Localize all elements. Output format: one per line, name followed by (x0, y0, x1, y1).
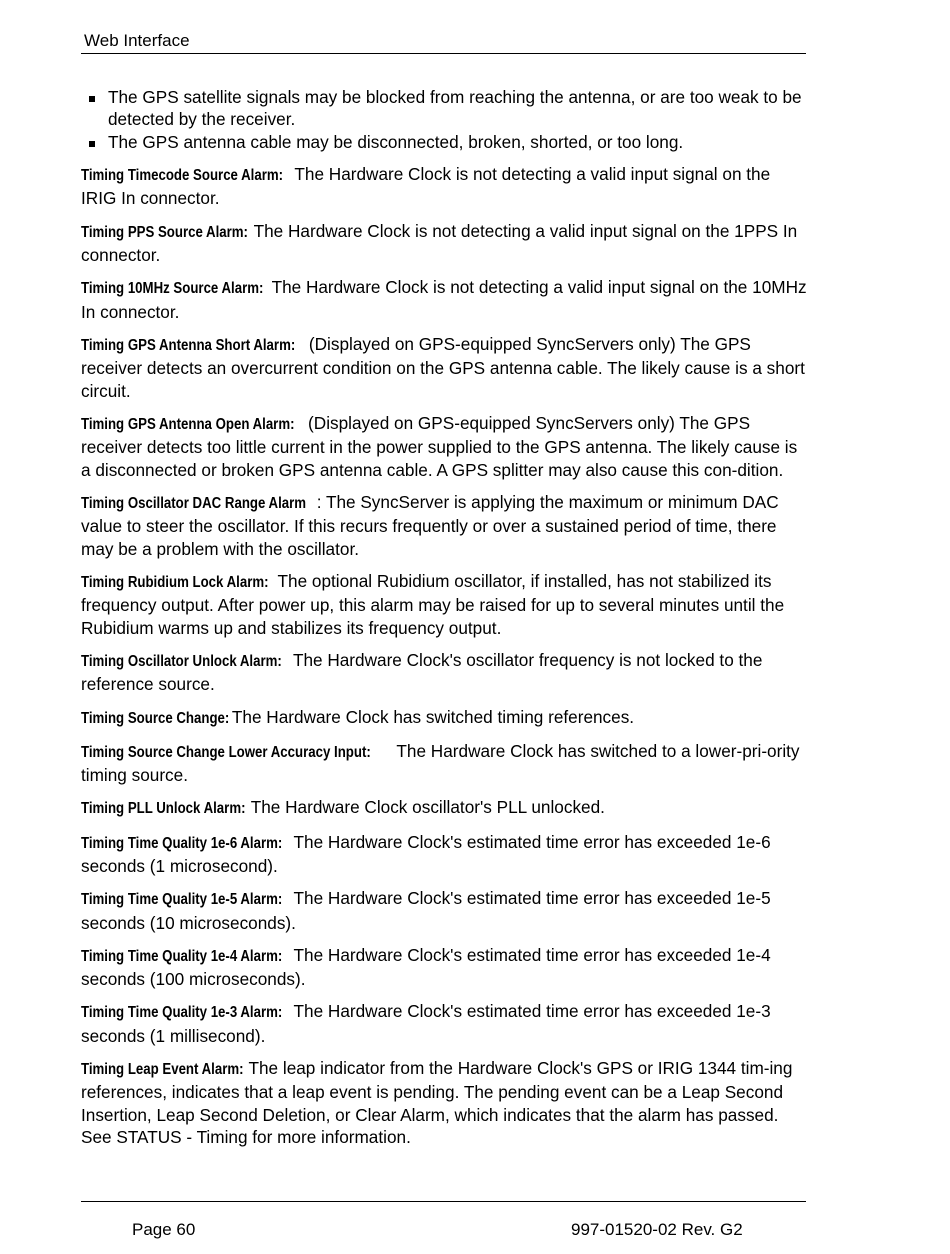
alarm-description: The Hardware Clock oscillator's PLL unlocked. (246, 797, 605, 818)
square-bullet-icon (89, 141, 95, 147)
alarm-description: : The SyncServer is applying the maximum or minimum DAC value to steer the oscillator. If this recurs frequently or over a sustained period of time, there may be a problem with the oscillator. (81, 491, 779, 559)
square-bullet-icon (89, 96, 95, 102)
list-item (81, 86, 809, 131)
alarm-term: Timing Leap Event Alarm: (81, 1060, 244, 1078)
alarm-description: (Displayed on GPS-equipped SyncServers only) The GPS receiver detects an overcurrent condition on the GPS antenna cable. The likely cause is a short circuit. (81, 333, 805, 401)
alarm-description: The Hardware Clock is not detecting a valid input signal on the 1PPS In connector. (81, 220, 798, 266)
alarm-entry-leap-event (81, 1057, 809, 1149)
alarm-description: The Hardware Clock's estimated time error has exceeded 1e-6 seconds (1 microsecond). (81, 831, 771, 876)
alarm-term: Timing Timecode Source Alarm: (81, 167, 284, 185)
cause-list (81, 86, 809, 153)
alarm-entry-time-quality-1e-4 (81, 944, 809, 991)
list-item (81, 131, 809, 153)
alarm-entry-time-quality-1e-6 (81, 831, 809, 878)
header-title: Web Interface (84, 31, 190, 50)
header-divider (81, 53, 806, 54)
alarm-description: (Displayed on GPS-equipped SyncServers only) The GPS receiver detects too little current in the power supplied to the GPS antenna. The likely cause is a disconnected or broken GPS antenna cable. A GPS splitter may also cause this con-dition. (81, 412, 798, 480)
alarm-term: Timing GPS Antenna Short Alarm: (81, 336, 296, 354)
document-number: 997-01520-02 Rev. G2 (571, 1220, 743, 1239)
alarm-entry-time-quality-1e-5 (81, 887, 809, 934)
alarm-description: The Hardware Clock is not detecting a valid input signal on the IRIG In connector. (81, 164, 771, 209)
alarm-description: The Hardware Clock's estimated time error has exceeded 1e-5 seconds (10 microseconds). (81, 888, 771, 933)
alarm-description: The Hardware Clock's estimated time error has exceeded 1e-4 seconds (100 microseconds). (81, 944, 771, 990)
alarm-term: Timing Oscillator Unlock Alarm: (81, 652, 282, 670)
alarm-entry-source-change-lower-accuracy (81, 740, 809, 787)
list-item-text: The GPS antenna cable may be disconnected, broken, shorted, or too long. (108, 131, 684, 152)
alarm-entry-gps-antenna-short (81, 333, 809, 402)
list-item-text: The GPS satellite signals may be blocked from reaching the antenna, or are too weak to be detected by the receiver. (108, 87, 802, 130)
alarm-term: Timing Oscillator DAC Range Alarm (81, 494, 307, 512)
page-content (81, 86, 809, 1149)
alarm-description: The Hardware Clock has switched timing references. (227, 706, 635, 727)
alarm-entry-10mhz-source (81, 276, 809, 323)
alarm-description: The Hardware Clock's oscillator frequency is not locked to the reference source. (81, 649, 763, 695)
alarm-term: Timing Time Quality 1e-3 Alarm: (81, 1004, 283, 1022)
alarm-entry-gps-antenna-open (81, 412, 809, 481)
alarm-term: Timing PPS Source Alarm: (81, 223, 248, 241)
alarm-term: Timing Time Quality 1e-4 Alarm: (81, 947, 283, 965)
alarm-description: The leap indicator from the Hardware Clock's GPS or IRIG 1344 tim-ing references, indicates that a leap event is pending. The pending event can be a Leap Second Insertion, Leap Second Deletion, or Clear Alarm, which indicates that the alarm has passed. See STATUS - Timing for more information. (81, 1057, 793, 1148)
alarm-term: Timing Rubidium Lock Alarm: (81, 573, 269, 591)
alarm-description: The Hardware Clock is not detecting a valid input signal on the 10MHz In connector. (81, 277, 807, 322)
alarm-entry-pll-unlock (81, 796, 809, 820)
alarm-description: The optional Rubidium oscillator, if installed, has not stabilized its frequency output. After power up, this alarm may be raised for up to several minutes until the Rubidium warms up and stabilizes its frequency output. (81, 570, 785, 638)
alarm-description: The Hardware Clock has switched to a lower-pri-ority timing source. (81, 740, 800, 786)
alarm-entry-oscillator-unlock (81, 649, 809, 696)
footer-divider (81, 1201, 806, 1202)
alarm-term: Timing Source Change Lower Accuracy Input: (81, 743, 371, 761)
alarm-term: Timing Source Change: (81, 709, 230, 727)
page-number: Page 60 (132, 1220, 196, 1239)
alarm-entry-oscillator-dac-range (81, 491, 809, 560)
alarm-term: Timing Time Quality 1e-5 Alarm: (81, 891, 283, 909)
alarm-entry-timecode-source (81, 163, 809, 210)
alarm-entry-source-change (81, 706, 809, 730)
alarm-term: Timing PLL Unlock Alarm: (81, 800, 246, 818)
alarm-entry-rubidium-lock (81, 570, 809, 639)
alarm-entry-pps-source (81, 220, 809, 267)
alarm-term: Timing Time Quality 1e-6 Alarm: (81, 834, 283, 852)
alarm-term: Timing 10MHz Source Alarm: (81, 280, 264, 298)
alarm-description: The Hardware Clock's estimated time error has exceeded 1e-3 seconds (1 millisecond). (81, 1001, 771, 1046)
alarm-entry-time-quality-1e-3 (81, 1000, 809, 1047)
alarm-term: Timing GPS Antenna Open Alarm: (81, 415, 295, 433)
